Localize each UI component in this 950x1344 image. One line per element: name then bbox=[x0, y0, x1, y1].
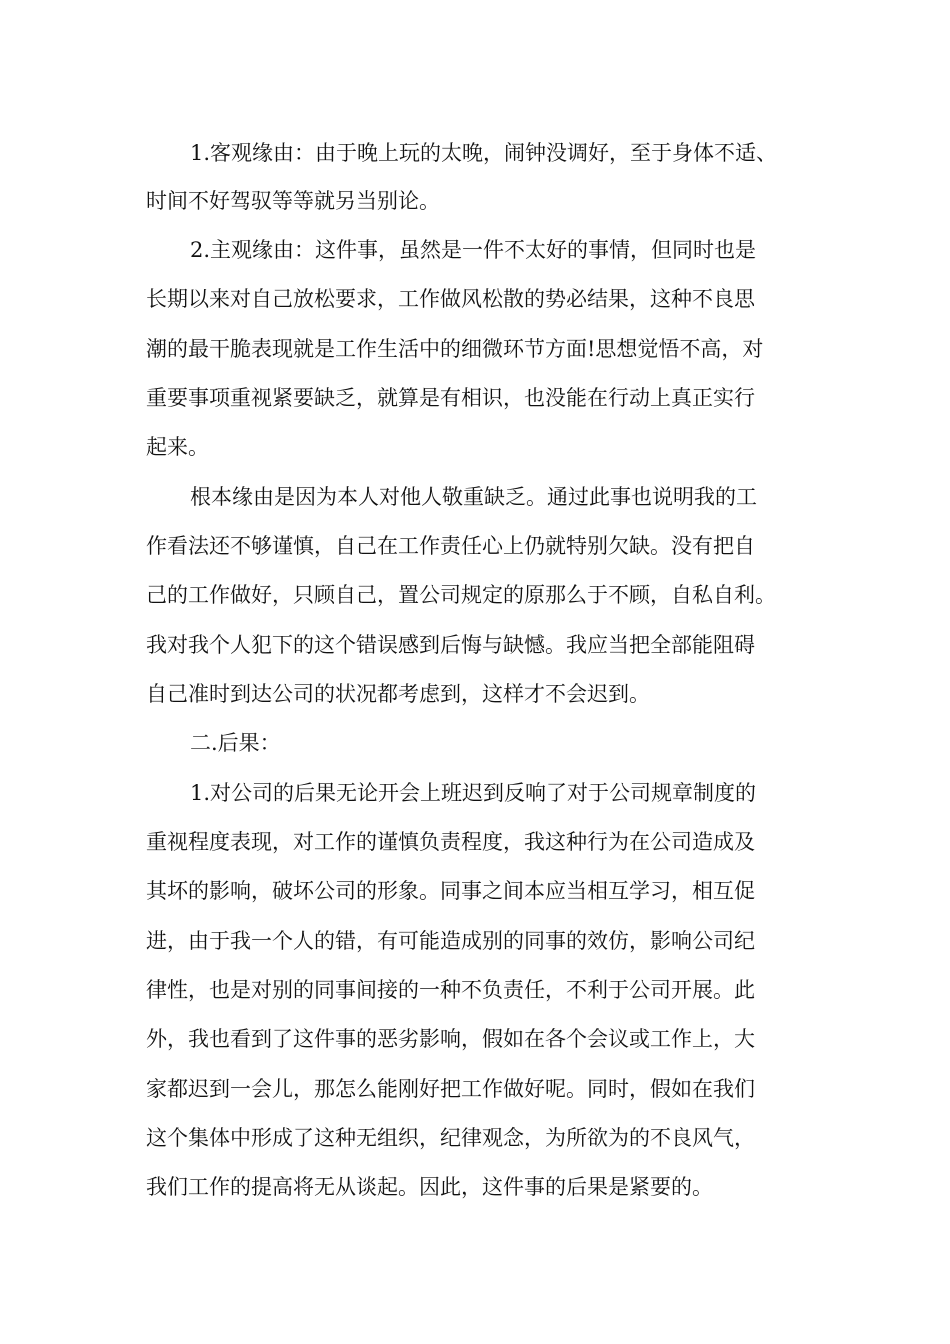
section-heading: 二.后果： bbox=[190, 731, 281, 755]
text-line: 家都迟到一会儿，那怎么能刚好把工作做好呢。同时，假如在我们 bbox=[146, 1077, 755, 1101]
text-line: 己的工作做好，只顾自己，置公司规定的原那么于不顾，自私自利。 bbox=[146, 583, 776, 607]
text-line: 自己准时到达公司的状况都考虑到，这样才不会迟到。 bbox=[146, 682, 650, 706]
text-line: 重要事项重视紧要缺乏，就算是有相识，也没能在行动上真正实行 bbox=[146, 386, 755, 410]
text-line: 其坏的影响，破坏公司的形象。同事之间本应当相互学习，相互促 bbox=[146, 879, 755, 903]
text-line: 律性，也是对别的同事间接的一种不负责任，不利于公司开展。此 bbox=[146, 978, 755, 1002]
text-line: 时间不好驾驭等等就另当别论。 bbox=[146, 189, 440, 213]
text-line: 1.客观缘由：由于晚上玩的太晚，闹钟没调好，至于身体不适、 bbox=[190, 141, 778, 165]
text-line: 重视程度表现，对工作的谨慎负责程度，我这种行为在公司造成及 bbox=[146, 830, 755, 854]
text-line: 潮的最干脆表现就是工作生活中的细微环节方面!思想觉悟不高，对 bbox=[146, 337, 764, 361]
text-line: 2.主观缘由：这件事，虽然是一件不太好的事情，但同时也是 bbox=[190, 238, 757, 262]
text-line: 作看法还不够谨慎，自己在工作责任心上仍就特别欠缺。没有把自 bbox=[146, 534, 755, 558]
text-line: 外，我也看到了这件事的恶劣影响，假如在各个会议或工作上，大 bbox=[146, 1027, 755, 1051]
text-line: 我对我个人犯下的这个错误感到后悔与缺憾。我应当把全部能阻碍 bbox=[146, 633, 755, 657]
text-line: 根本缘由是因为本人对他人敬重缺乏。通过此事也说明我的工 bbox=[190, 485, 757, 509]
text-line: 1.对公司的后果无论开会上班迟到反响了对于公司规章制度的 bbox=[190, 781, 757, 805]
text-line: 起来。 bbox=[146, 435, 209, 459]
text-line: 我们工作的提高将无从谈起。因此，这件事的后果是紧要的。 bbox=[146, 1175, 713, 1199]
text-line: 进，由于我一个人的错，有可能造成别的同事的效仿，影响公司纪 bbox=[146, 929, 755, 953]
text-line: 长期以来对自己放松要求，工作做风松散的势必结果，这种不良思 bbox=[146, 287, 755, 311]
text-line: 这个集体中形成了这种无组织，纪律观念，为所欲为的不良风气， bbox=[146, 1126, 755, 1150]
